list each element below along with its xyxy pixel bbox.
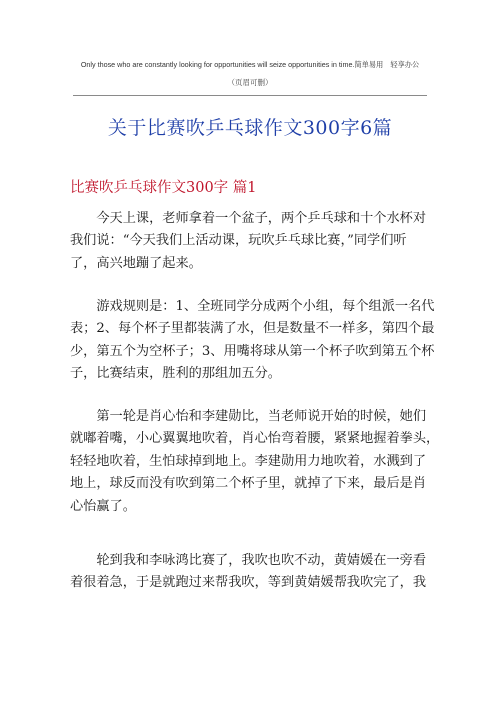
- paragraph-line: 就嘟着嘴，小心翼翼地吹着，肖心怡弯着腰，紧紧地握着拳头，: [70, 431, 440, 447]
- page-header-tagline: [0, 60, 500, 70]
- paragraph-4: [70, 550, 432, 595]
- paragraph-line: 轮到我和李咏鸿比赛了，我吹也吹不动，黄婧媛在一旁看: [70, 553, 427, 568]
- paragraph-line: 了，高兴地蹦了起来。: [70, 255, 202, 271]
- page-header-note: （页眉可删）: [227, 78, 273, 87]
- paragraph-line: 心怡赢了。: [70, 498, 136, 514]
- paragraph-1: [70, 208, 432, 275]
- paragraph-3: [70, 406, 440, 518]
- header-tagline-text: Only those who are constantly looking for opportunities will seize opportunities in time.: [80, 60, 355, 69]
- header-brand-text: 简单易用 轻享办公: [354, 60, 420, 69]
- paragraph-line: 表；2、每个杯子里都装满了水，但是数量不一样多，第四个最: [70, 321, 435, 337]
- header-divider: [73, 95, 427, 96]
- paragraph-line: 第一轮是肖心怡和李建勋比，当老师说开始的时候，她们: [70, 409, 427, 424]
- paragraph-line: 轻轻地吹着，生怕球掉到地上。李建勋用力地吹着，水溅到了: [70, 453, 427, 469]
- paragraph-2: [70, 296, 435, 386]
- paragraph-line: 子，比赛结束，胜利的那组加五分。: [70, 366, 281, 382]
- paragraph-line: 我们说：“今天我们上活动课，玩吹乒乓球比赛，”同学们听: [70, 233, 407, 249]
- paragraph-line: 今天上课，老师拿着一个盆子，两个乒乓球和十个水杯对: [70, 211, 427, 226]
- paragraph-line: 少，第五个为空杯子；3、用嘴将球从第一个杯子吹到第五个杯: [70, 343, 435, 359]
- paragraph-line: 着很着急，于是就跑过来帮我吹，等到黄婧媛帮我吹完了，我: [70, 575, 427, 591]
- section-heading: 比赛吹乒乓球作文300字 篇1: [70, 180, 257, 196]
- document-title: 关于比赛吹乒乓球作文300字6篇: [107, 117, 393, 139]
- paragraph-line: 地上，球反而没有吹到第二个杯子里，就掉了下来，最后是肖: [70, 476, 427, 492]
- paragraph-line: 游戏规则是：1、全班同学分成两个小组，每个组派一名代: [70, 299, 435, 314]
